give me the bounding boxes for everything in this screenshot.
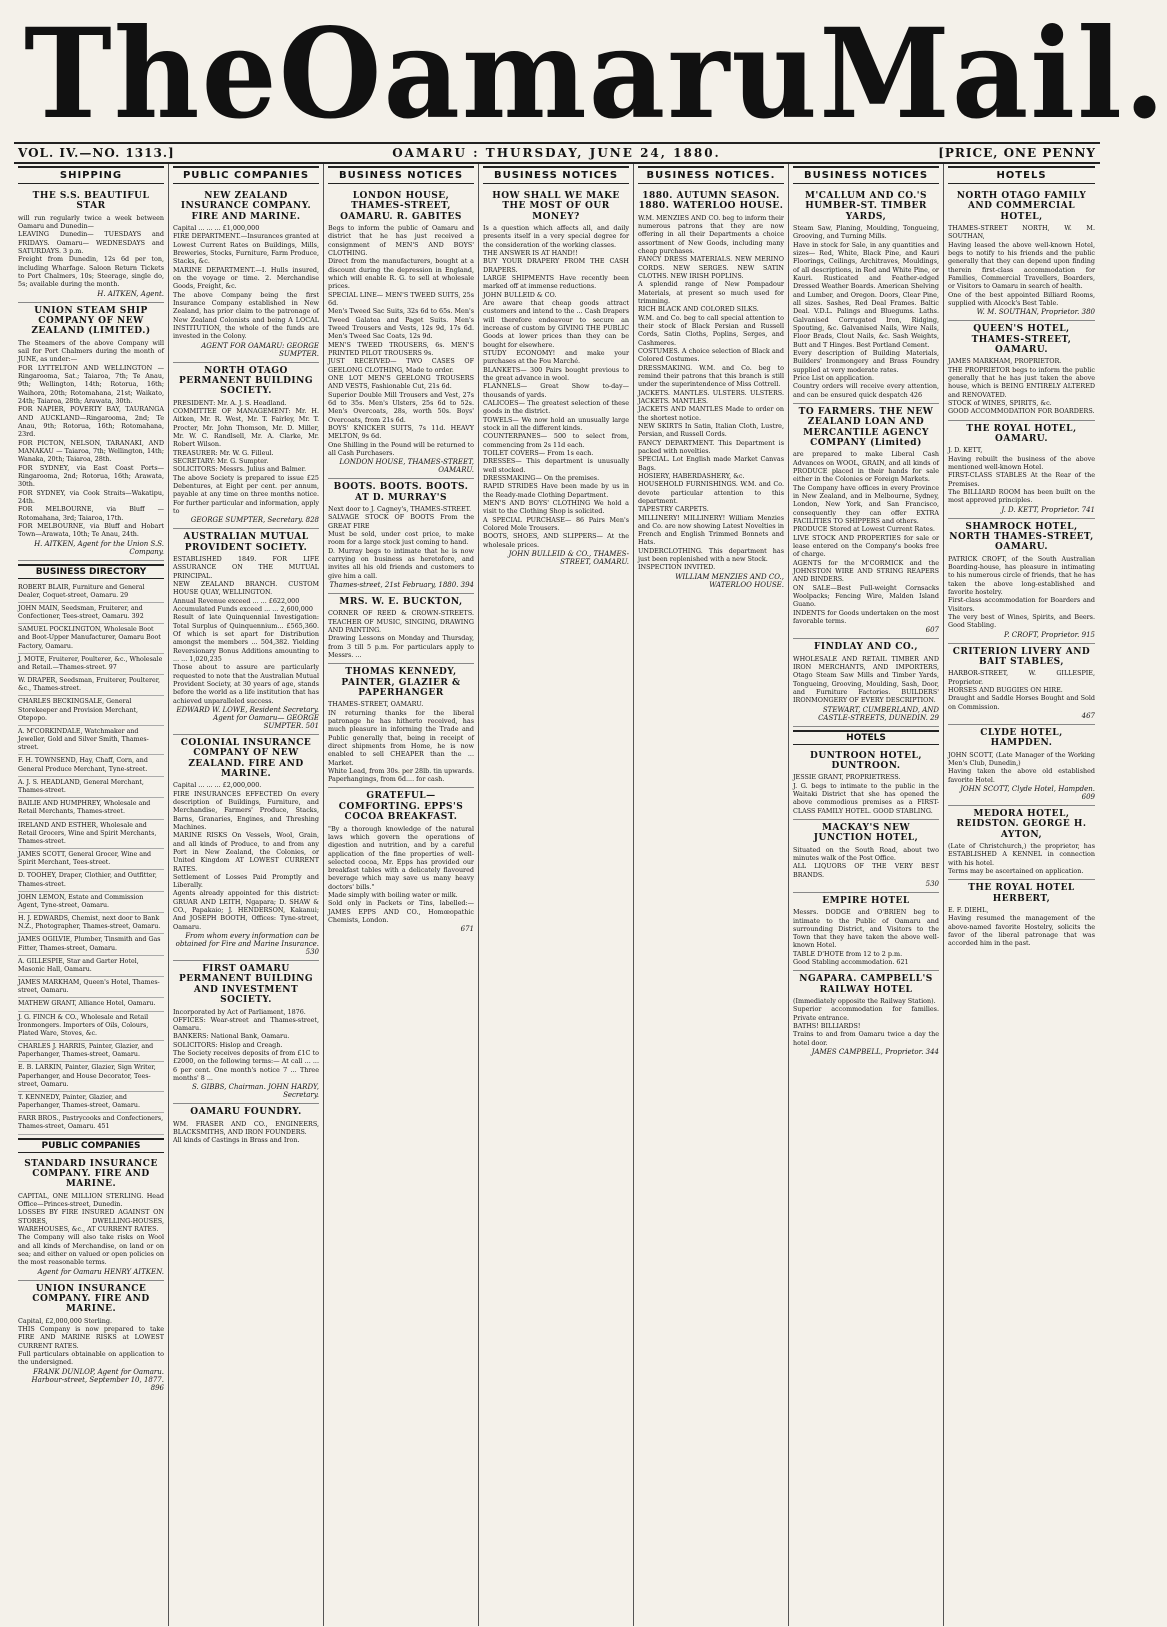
ad-heading: BOOTS. BOOTS. BOOTS. AT D. MURRAY'S <box>333 482 469 503</box>
ad-signature: Thames-street, 21st February, 1880. 394 <box>329 580 474 589</box>
advertisement <box>173 363 319 530</box>
ad-heading: UNION INSURANCE COMPANY. FIRE AND MARINE. <box>32 1283 150 1315</box>
ad-signature: Agent for Oamaru HENRY AITKEN. <box>37 1267 164 1276</box>
ad-heading: COLONIAL INSURANCE COMPANY OF NEW ZEALAND. FIRE AND MARINE. <box>180 737 312 779</box>
directory-entry: A. M'CORKINDALE, Watchmaker and Jeweller, Gold and Silver Smith, Thames-street. <box>18 726 164 756</box>
directory-entry: JOHN MAIN, Seedsman, Fruiterer, and Confectioner, Tees-street, Oamaru. 392 <box>18 603 164 624</box>
ad-heading: AUSTRALIAN MUTUAL PROVIDENT SOCIETY. <box>183 532 309 553</box>
ad-body: are prepared to make Liberal Cash Advances on WOOL, GRAIN, and all kinds of PRODUCE placed in their hands for sale either in the Colonies or Foreign Markets. The Company have offices in every Province in New Zealand, and in Melbourne, Sydney, London, New York, and San Francisco, consequently they can offer EXTRA FACILITIES TO SHIPPERS and others. PRODUCE Stored at Lowest Current Rates. LIVE STOCK AND PROPERTIES for sale or lease entered on the Company's books free of charge. AGENTS for the M'CORMICK and the JOHNSTON WIRE AND STRING REAPERS AND BINDERS. ON SALE—Best Full-weight Cornsacks Woolpacks; Fencing Wire, Malden Island Guano. INDENTS for Goods undertaken on the most favorable terms. <box>793 450 939 625</box>
section-heading: BUSINESS DIRECTORY <box>18 564 164 579</box>
ad-signature: STEWART, CUMBERLAND, AND CASTLE-STREETS, DUNEDIN. 29 <box>818 705 939 722</box>
advertisement <box>793 639 939 726</box>
ad-signature: FRANK DUNLOP, Agent for Oamaru. Harbour-street, September 10, 1877. 896 <box>31 1367 164 1392</box>
masthead-word-2: Oamaru <box>278 0 820 147</box>
advertisement <box>793 188 939 404</box>
column-heading: BUSINESS NOTICES. <box>638 166 784 184</box>
directory-entry: JAMES MARKHAM, Queen's Hotel, Thames-street, Oamaru. <box>18 977 164 998</box>
ad-body: Messrs. DODGE and O'BRIEN beg to intimate to the Public of Oamaru and surrounding District, and Visitors to the Town that they have taken the above well-known Hotel. TABLE D'HOTE from 12 to 2 p.m. Good Stabling accommodation. 621 <box>793 908 939 967</box>
advertisement <box>173 735 319 961</box>
advertisement <box>328 664 474 788</box>
ad-heading: NORTH OTAGO FAMILY AND COMMERCIAL HOTEL, <box>956 191 1087 222</box>
ad-heading: UNION STEAM SHIP COMPANY OF NEW ZEALAND (LIMITED.) <box>31 305 151 337</box>
directory-entry: H. J. EDWARDS, Chemist, next door to Bank N.Z., Photographer, Thames-street, Oamaru. <box>18 913 164 934</box>
advertisement <box>948 725 1095 806</box>
volume-number: VOL. IV.—NO. 1313.] <box>18 146 175 160</box>
directory-entry: J. MOTE, Fruiterer, Poulterer, &c., Wholesale and Retail.—Thames-street. 97 <box>18 654 164 675</box>
column-heading: SHIPPING <box>18 166 164 184</box>
directory-entry: CHARLES J. HARRIS, Painter, Glazier, and Paperhanger, Thames-street, Oamaru. <box>18 1041 164 1062</box>
ad-heading: THE ROYAL HOTEL HERBERT, <box>968 883 1075 904</box>
ad-heading: MACKAY'S NEW JUNCTION HOTEL, <box>813 822 919 844</box>
advertisement <box>793 820 939 893</box>
issue-date: OAMARU : THURSDAY, JUNE 24, 1880. <box>392 146 721 160</box>
directory-entry: W. DRAPER, Seedsman, Fruiterer, Poulterer, &c., Thames-street. <box>18 675 164 696</box>
directory-entry: T. KENNEDY, Painter, Glazier, and Paperhanger, Thames-street, Oamaru. <box>18 1092 164 1113</box>
column-heading: PUBLIC COMPANIES <box>173 166 319 184</box>
directory-entry: D. TOOHEY, Draper, Clothier, and Outfitter, Thames-street. <box>18 870 164 891</box>
ad-body: JOHN SCOTT, (Late Manager of the Working Men's Club, Dunedin,) Having taken the above old established favorite Hotel. <box>948 750 1095 784</box>
advertisement <box>793 748 939 820</box>
advertisement <box>793 893 939 972</box>
ad-body: HARBOR-STREET, W. GILLESPIE, Proprietor. HORSES AND BUGGIES ON HIRE. Draught and Saddle Horses Bought and Sold on Commission. <box>948 669 1095 711</box>
ad-body: The Steamers of the above Company will sail for Port Chalmers during the month of JUNE, as under:— FOR LYTTELTON AND WELLINGTON —Ringarooma, Sat.; Taiaroa, 7th; Te Anau, 9th; Wellington, 14th; Rotorua, 16th; Waihora, 20th; Rotomahana, 21st; Waikato, 24th; Taiaroa, 28th; Arawata, 30th. FOR NAPIER, POVERTY BAY, TAURANGA AND AUCKLAND—Ringarooma, 2nd; Te Anau, 9th; Rotorua, 16th; Rotomahana, 23rd. FOR PICTON, NELSON, TARANAKI, AND MANAKAU — Taiaroa, 7th; Wellington, 14th; Wanaka, 20th; Taiaroa, 28th. FOR SYDNEY, via East Coast Ports—Ringarooma, 2nd; Rotorua, 16th; Arawata, 30th. FOR SYDNEY, via Cook Straits—Wakatipu, 24th. FOR MELBOURNE, via Bluff — Rotomahana, 3rd; Taiaroa, 17th. FOR MELBOURNE, via Bluff and Hobart Town—Arawata, 10th; Te Anau, 24th. <box>18 338 164 539</box>
column-3 <box>324 164 479 1626</box>
advertisement <box>173 188 319 363</box>
advertisement <box>18 1156 164 1281</box>
masthead-word-3: Mail. <box>819 0 1167 147</box>
ad-signature: JOHN BULLEID & CO., THAMES-STREET, OAMARU. <box>508 549 629 566</box>
ad-heading: CRITERION LIVERY AND BAIT STABLES, <box>952 646 1091 667</box>
ad-signature: AGENT FOR OAMARU: GEORGE SUMPTER. <box>201 341 319 358</box>
ad-body: PRESIDENT: Mr. A. J. S. Headland. COMMITTEE OF MANAGEMENT: Mr. H. Aitken, Mr. R. West, Mr. T. Fairley, Mr. T. Procter, Mr. John Thomson, Mr. D. Miller, Mr. W. C. Randlsell, Mr. A. Clarke, Mr. Robert Wilson. TREASURER: Mr. W. G. Filleul. SECRETARY: Mr. G. Sumpter. SOLICITORS: Messrs. Julius and Balmer. The above Society is prepared to issue £25 Debentures, at Eight per cent. per annum, payable at any time on three months notice. For further particular and information, apply to <box>173 398 319 515</box>
ad-heading: STANDARD INSURANCE COMPANY. FIRE AND MARINE. <box>24 1158 158 1190</box>
ad-body: PATRICK CROFT, of the South Australian Boarding-house, has pleasure in intimating to his numerous circle of friends, that he has taken the above long-established and favorite hostelry. First-class accommodation for Boarders and Visitors. The very best of Wines, Spirits, and Beers. Good Stabling. <box>948 554 1095 630</box>
ad-heading: SHAMROCK HOTEL, NORTH THAMES-STREET, OAMARU. <box>949 521 1094 553</box>
directory-entry: ROBERT BLAIR, Furniture and General Dealer, Coquet-street, Oamaru. 29 <box>18 582 164 603</box>
directory-entry: J. G. FINCH & CO., Wholesale and Retail Ironmongers. Importers of Oils, Colours, Plated Ware, Stoves, &c. <box>18 1012 164 1042</box>
ad-body: Next door to J. Cagney's, THAMES-STREET. SALVAGE STOCK OF BOOTS From the GREAT FIRE Must be sold, under cost price, to make room for a large stock just coming to hand. D. Murray begs to intimate that he is now carrying on business as heretofore, and invites all his old friends and customers to give him a call. <box>328 504 474 580</box>
ad-heading: EMPIRE HOTEL <box>822 895 910 906</box>
column-heading: BUSINESS NOTICES <box>483 166 629 184</box>
ad-signature: JOHN SCOTT, Clyde Hotel, Hampden. 609 <box>960 784 1095 801</box>
ad-body: Is a question which affects all, and daily presents itself in a very special degree for the consideration of the working classes. THE ANSWER IS AT HAND!! BUY YOUR DRAPERY FROM THE CASH DRAPERS. LARGE SHIPMENTS Have recently been marked off at immense reductions. JOHN BULLEID & CO. Are aware that cheap goods attract customers and intend to the ... Cash Drapers will therefore endeavour to secure an increase of custom by GIVING THE PUBLIC Goods at lower prices than they can be bought for elsewhere. STUDY ECONOMY! and make your purchases at the Fou Marché. BLANKETS— 300 Pairs bought previous to the great advance in wool. FLANNELS— Great Show to-day—thousands of yards. CALICOES— The greatest selection of these goods in the district. TOWELS— We now hold an unusually large stock in all the different kinds. COUNTERPANES— 500 to select from, commencing from 2s 11d each. TOILET COVERS— From 1s each. DRESSES— This department is unusually well stocked. DRESSMAKING— On the premises. RAPID STRIDES Have been made by us in the Ready-made Clothing Department. MEN'S AND BOYS' CLOTHING We hold a visit to the Clothing Shop is solicited. A SPECIAL PURCHASE— 86 Pairs Men's Colored Mole Trousers. BOOTS, SHOES, AND SLIPPERS— At the wholesale prices. <box>483 224 629 549</box>
ad-heading: THOMAS KENNEDY, PAINTER, GLAZIER & PAPERHANGER <box>341 667 461 698</box>
ad-signature: 467 <box>1081 711 1095 720</box>
advertisement <box>328 188 474 479</box>
ad-body: THAMES-STREET NORTH, W. M. SOUTHAN, Having leased the above well-known Hotel, begs to notify to his friends and the public generally that they can depend upon finding therein first-class accommodation for Families, Commercial Travellers, Boarders, or Visitors to Oamaru in search of health. One of the best appointed Billiard Rooms, supplied with Alcock's Best Table. <box>948 224 1095 307</box>
column-1 <box>14 164 169 1626</box>
ad-heading: NORTH OTAGO PERMANENT BUILDING SOCIETY. <box>178 365 314 397</box>
directory-entry: FARR BROS., Pastrycooks and Confectioners, Thames-street, Oamaru. 451 <box>18 1113 164 1134</box>
ad-heading: FINDLAY AND CO., <box>814 642 918 653</box>
column-heading: BUSINESS NOTICES <box>793 166 939 184</box>
ad-signature: GEORGE SUMPTER, Secretary. 828 <box>190 516 319 525</box>
ad-heading: NEW ZEALAND INSURANCE COMPANY. FIRE AND MARINE. <box>180 191 312 222</box>
section-heading: PUBLIC COMPANIES <box>18 1138 164 1153</box>
column-4 <box>479 164 634 1626</box>
advertisement <box>948 321 1095 420</box>
advertisement <box>638 188 784 593</box>
ad-body: CAPITAL, ONE MILLION STERLING. Head Office—Princes-street, Dunedin. LOSSES BY FIRE INSURED AGAINST ON STORES, DWELLING-HOUSES, WAREHOUSES, &c., AT CURRENT RATES. The Company will also take risks on Wool and all kinds of Merchandise, on land or on sea; and either on valued or open policies on the most reasonable terms. <box>18 1191 164 1267</box>
advertisement <box>328 788 474 937</box>
directory-entry: F. H. TOWNSEND, Hay, Chaff, Corn, and General Produce Merchant, Tyne-street. <box>18 755 164 776</box>
ad-signature: J. D. KETT, Proprietor. 741 <box>1001 505 1095 514</box>
ad-body: Begs to inform the public of Oamaru and district that he has just received a consignment of MEN'S AND BOYS' CLOTHING. Direct from the manufacturers, bought at a discount during the depression in England, which will enable R. G. to sell at wholesale prices. SPECIAL LINE— MEN'S TWEED SUITS, 25s 6d. Men's Tweed Sac Suits, 32s 6d to 65s. Men's Tweed Galatea and Paget Suits. Men's Tweed Trousers and Vests, 12s 9d, 17s 6d. Men's Tweed Sac Coats, 12s 9d. MEN'S TWEED TROUSERS, 6s. MEN'S PRINTED PILOT TROUSERS 9s. JUST RECEIVED— TWO CASES OF GEELONG CLOTHING, Made to order. ONE LOT MEN'S GEELONG TROUSERS AND VESTS, Fashionable Cut, 21s 6d. Superior Double Mill Trousers and Vest, 27s 6d to 35s. Men's Ulsters, 25s 6d to 52s. Men's Overcoats, 28s, worth 50s. Boys' Overcoats, from 21s 6d. BOYS' KNICKER SUITS, 7s 11d. HEAVY MELTON, 9s 6d. One Shilling in the Pound will be returned to all Cash Purchasers. <box>328 224 474 457</box>
directory-entry: SAMUEL POCKLINGTON, Wholesale Boot and Boot-Upper Manufacturer, Oamaru Boot Factory, Oamaru. <box>18 624 164 654</box>
ad-heading: OAMARU FOUNDRY. <box>190 1107 302 1118</box>
ad-signature: LONDON HOUSE, THAMES-STREET, OAMARU. <box>339 458 474 475</box>
ad-heading: TO FARMERS. THE NEW ZEALAND LOAN AND MERCANTILE AGENCY COMPANY (Limited) <box>798 406 934 448</box>
directory-entry: A. GILLESPIE, Star and Garter Hotel, Masonic Hall, Oamaru. <box>18 956 164 977</box>
advertisement <box>948 880 1095 951</box>
masthead-word-1: The <box>24 0 279 147</box>
directory-entry: E. B. LARKIN, Painter, Glazier, Sign Writer, Paperhanger, and House Decorator, Tees-street, Oamaru. <box>18 1062 164 1092</box>
ad-body: THAMES-STREET, OAMARU. IN returning thanks for the liberal patronage he has hitherto received, has much pleasure in informing the Trade and Public generally that, being in receipt of direct shipments from Home, he is now enabled to sell CHEAPER than the ... Market. White Lead, from 30s. per 28lb. tin upwards. Paperhangings, from 6d.... for cash. <box>328 700 474 784</box>
ad-body: Capital ... ... ... £2,000,000. FIRE INSURANCES EFFECTED On every description of Buildings, Furniture, and Merchandise, Farmers' Produce, Stacks, Barns, Granaries, Engines, and Threshing Machines. MARINE RISKS On Vessels, Wool, Grain, and all kinds of Produce, to and from any Port in New Zealand, the Colonies, or United Kingdom AT LOWEST CURRENT RATES. Settlement of Losses Paid Promptly and Liberally. Agents already appointed for this district: GRUAR AND LEITH, Ngapara; D. SHAW & CO., Papakaio; J. HENDERSON, Kakanui; And JOSEPH BOOTH, Offices: Tyne-street, Oamaru. <box>173 781 319 931</box>
directory-entry: BAILIE AND HUMPHREY, Wholesale and Retail Merchants, Thames-street. <box>18 798 164 819</box>
ad-heading: 1880. AUTUMN SEASON. 1880. WATERLOO HOUSE. <box>638 191 784 212</box>
directory-entry: JAMES OGILVIE, Plumber, Tinsmith and Gas Fitter, Thames-street, Oamaru. <box>18 934 164 955</box>
advertisement <box>948 806 1095 880</box>
ad-body: W.M. MENZIES AND CO. beg to inform their numerous patrons that they are now offering in all their Departments a choice assortment of New Goods, including many cheap purchases. FANCY DRESS MATERIALS. NEW MERINO CORDS. NEW SERGES. NEW SATIN CLOTHS. NEW IRISH POPLINS. A splendid range of New Pompadour Materials, at present so much used for trimming. RICH BLACK AND COLORED SILKS. W.M. and Co. beg to call special attention to their stock of Black Persian and Russell Cords, Satin Cloths, Poplins, Serges, and Cashmeres. COSTUMES. A choice selection of Black and Colored Costumes. DRESSMAKING. W.M. and Co. beg to remind their patrons that this branch is still under the superintendence of Miss Cottrell. JACKETS. MANTLES. ULSTERS. ULSTERS. JACKETS. MANTLES. JACKETS AND MANTLES Made to order on the shortest notice. NEW SKIRTS In Satin, Italian Cloth, Lustre, Persian, and Russell Cords. FANCY DEPARTMENT. This Department is packed with novelties. SPECIAL. Lot English made Market Canvas Bags. HOSIERY, HABERDASHERY, &c. HOUSEHOLD FURNISHINGS. W.M. and Co. devote particular attention to this department. TAPESTRY CARPETS. MILLINERY! MILLINERY! William Menzies and Co. are now showing Latest Novelties in French and English Trimmed Bonnets and Hats. UNDERCLOTHING. This department has just been replenished with a new Stock. INSPECTION INVITED. <box>638 213 784 572</box>
advertisement <box>18 188 164 303</box>
column-5 <box>634 164 789 1626</box>
ad-body: will run regularly twice a week between Oamaru and Dunedin— LEAVING Dunedin— TUESDAYS and FRIDAYS. Oamaru— WEDNESDAYS and SATURDAYS. 3 p.m. Freight from Dunedin, 12s 6d per ton, including Wharfage. Saloon Return Tickets to Port Chalmers, 10s; Steerage, single do, 5s; available during the month. <box>18 213 164 289</box>
column-heading: BUSINESS NOTICES <box>328 166 474 184</box>
price: [PRICE, ONE PENNY <box>938 146 1096 160</box>
ad-heading: THE S.S. BEAUTIFUL STAR <box>32 191 150 212</box>
ad-signature: 607 <box>925 626 939 635</box>
ad-signature: 530 <box>925 879 939 888</box>
ad-heading: CLYDE HOTEL, HAMPDEN. <box>980 727 1063 749</box>
ad-heading: THE ROYAL HOTEL, OAMARU. <box>966 423 1077 444</box>
advertisement <box>328 479 474 594</box>
ad-body: Capital, £2,000,000 Sterling. THIS Company is now prepared to take FIRE AND MARINE RISKS at LOWEST CURRENT RATES. Full particulars obtainable on application to the undersigned. <box>18 1316 164 1367</box>
ad-signature: From whom every information can be obtained for Fire and Marine Insurance. 530 <box>175 932 319 957</box>
advertisement <box>328 594 474 664</box>
ad-heading: HOW SHALL WE MAKE THE MOST OF OUR MONEY? <box>492 191 620 222</box>
directory-entry: JOHN LEMON, Estate and Commission Agent, Tyne-street, Oamaru. <box>18 892 164 913</box>
advertisement <box>948 421 1095 519</box>
ad-signature: WILLIAM MENZIES AND CO., WATERLOO HOUSE. <box>675 572 784 589</box>
ad-heading: QUEEN'S HOTEL, THAMES-STREET, OAMARU. <box>971 324 1072 355</box>
advertisement <box>173 961 319 1104</box>
advertisement <box>793 404 939 639</box>
ad-signature: EDWARD W. LOWE, Resident Secretary. Agent for Oamaru— GEORGE SUMPTER. 501 <box>176 705 319 730</box>
ad-body: E. F. DIEHL, Having resumed the management of the above-named favorite Hostelry, solicits the favor of the liberal patronage that was accorded him in the past. <box>948 905 1095 948</box>
ad-body: Incorporated by Act of Parliament, 1876. OFFICES: Wear-street and Thames-street, Oamaru. BANKERS: National Bank, Oamaru. SOLICITORS: Hislop and Creagh. The Society receives deposits of from £1C to £2000, on the following terms:— At call ... ... 6 per cent. One month's notice 7 ... Three months' 8 ... <box>173 1007 319 1083</box>
ad-signature: S. GIBBS, Chairman. JOHN HARDY, Secretary. <box>191 1083 319 1100</box>
ad-body: WHOLESALE AND RETAIL TIMBER AND IRON MERCHANTS, AND IMPORTERS, Otago Steam Saw Mills and Timber Yards, Tongueing, Grooving, Moulding, Sash, Door, and Furniture Factories. BUILDERS' IRONMONGERY OF EVERY DESCRIPTION. <box>793 654 939 705</box>
advertisement <box>173 1104 319 1148</box>
column-7 <box>944 164 1099 1626</box>
ad-body: ESTABLISHED 1849. FOR LIFE ASSURANCE ON THE MUTUAL PRINCIPAL. NEW ZEALAND BRANCH. CUSTOM HOUSE QUAY, WELLINGTON. Annual Revenue exceed ... ... £622,000 Accumulated Funds exceed ... ... 2,600,000 Result of late Quinquennial Investigation: Total Surplus of Quinquennium... £565,360. Of which is set apart for Distribution amongst the members ... 504,382. Yielding Reversionary Bonus Additions amounting to ... ... 1,020,235 Those about to assure are particularly requested to note that the Australian Mutual Provident Society, at 30 years of age, stands before the world as a life institution that has achieved unparalleled success. <box>173 554 319 705</box>
section-heading: HOTELS <box>793 730 939 745</box>
ad-heading: FIRST OAMARU PERMANENT BUILDING AND INVESTMENT SOCIETY. <box>178 964 314 1006</box>
advertisement <box>483 188 629 570</box>
ad-signature: H. AITKEN, Agent for the Union S.S. Company. <box>34 539 164 556</box>
ad-body: WM. FRASER AND CO., ENGINEERS, BLACKSMITHS, AND IRON FOUNDERS. All kinds of Castings in Brass and Iron. <box>173 1119 319 1145</box>
ad-heading: MEDORA HOTEL, REIDSTON. GEORGE H. AYTON, <box>956 808 1087 840</box>
directory-entry: IRELAND AND ESTHER, Wholesale and Retail Grocers, Wine and Spirit Merchants, Thames-street. <box>18 820 164 850</box>
masthead <box>14 0 1167 147</box>
ad-body: Steam Saw, Planing, Moulding, Tongueing, Grooving, and Turning Mills. Have in stock for Sale, in any quantities and sizes— Red, White, Black Pine, and Kauri Floorings, Ceilings, Architraves, Mouldings, of all descriptions, in Red and White Pine, or Kauri. Rusticated and Feather-edged Dressed Weather Boards. American Shelving and Lumber, and Oregon. Doors, Clear Pine, all sizes. Sashes, Red Deal Frames. Baltic Deal. V.D.L. Palings and Bluegums. Laths. Galvanised Corrugated Iron, Ridging, Spouting, &c. Galvanised Nails, Wire Nails, Floor Brads, Clout Nails, &c. Sash Weights, Butt and T Hinges. Best Portland Cement. Every description of Building Materials, Builders' Ironmongery and Brass Foundry supplied at very moderate rates. Price List on application. Country orders will receive every attention, and can be ensured quick despatch 426 <box>793 224 939 399</box>
directory-entry: JAMES SCOTT, General Grocer, Wine and Spirit Merchant, Tees-street. <box>18 849 164 870</box>
column-heading: HOTELS <box>948 166 1095 184</box>
ad-body: Capital ... ... ... £1,000,000 FIRE DEPARTMENT.—Insurances granted at Lowest Current Rates on Buildings, Mills, Breweries, Stocks, Furniture, Farm Produce, Stacks, &c. MARINE DEPARTMENT.—I. Hulls insured, on the voyage or time. 2. Merchandise Goods, Freight, &c. The above Company being the first Insurance Company established in New Zealand, has prior claim to the patronage of New Zealand Colonists and being A LOCAL INSTITUTION, the whole of the funds are invested in the Colony. <box>173 224 319 341</box>
directory-entry: CHARLES BECKINGSALE, General Storekeeper and Provision Merchant, Otepopo. <box>18 696 164 726</box>
ad-signature: JAMES CAMPBELL, Proprietor. 344 <box>811 1048 939 1057</box>
ad-heading: M'CALLUM AND CO.'S HUMBER-ST. TIMBER YARDS, <box>805 191 927 222</box>
ad-body: (Immediately opposite the Railway Station). Superior accommodation for families. Private entrance. BATHS! BILLIARDS! Trains to and from Oamaru twice a day the hotel door. <box>793 997 939 1047</box>
ad-signature: H. AITKEN, Agent. <box>97 289 164 298</box>
columns <box>14 164 1100 1626</box>
advertisement <box>173 529 319 735</box>
column-6 <box>789 164 944 1626</box>
ad-body: "By a thorough knowledge of the natural laws which govern the operations of digestion and nutrition, and by a careful application of the fine properties of well-selected cocoa, Mr. Epps has provided our breakfast tables with a delicately flavoured beverage which may save us many heavy doctors' bills." Made simply with boiling water or milk. Sold only in Packets or Tins, labelled:— JAMES EPPS AND CO., Homœopathic Chemists, London. <box>328 824 474 925</box>
column-2 <box>169 164 324 1626</box>
ad-heading: MRS. W. E. BUCKTON, <box>339 596 463 607</box>
ad-body: (Late of Christchurch,) the proprietor, has ESTABLISHED A KENNEL in connection with his hotel. Terms may be ascertained on application. <box>948 841 1095 875</box>
ad-heading: GRATEFUL—COMFORTING. EPPS'S COCOA BREAKFAST. <box>338 791 464 823</box>
directory-entry: A. J. S. HEADLAND, General Merchant, Thames-street. <box>18 777 164 798</box>
ad-signature: P. CROFT, Proprietor. 915 <box>1004 630 1095 639</box>
ad-body: Situated on the South Road, about two minutes walk of the Post Office. ALL LIQUORS OF THE VERY BEST BRANDS. <box>793 845 939 879</box>
ad-body: J. D. KETT, Having rebuilt the business of the above mentioned well-known Hotel. FIRST-CLASS STABLES At the Rear of the Premises. The BILLIARD ROOM has been built on the most approved principles. <box>948 446 1095 505</box>
ad-body: CORNER OF REED & CROWN-STREETS. TEACHER OF MUSIC, SINGING, DRAWING AND PAINTING. Drawing Lessons on Monday and Thursday, from 3 till 5 p.m. For particulars apply to Messrs. ... <box>328 609 474 659</box>
ad-signature: 671 <box>460 925 474 934</box>
advertisement <box>18 303 164 561</box>
ad-body: JESSIE GRANT, PROPRIETRESS. J. G. begs to intimate to the public in the Waitaki District that she has opened the above commodious premises as a FIRST-CLASS FAMILY HOTEL. GOOD STABLING. <box>793 773 939 815</box>
ad-heading: LONDON HOUSE, THAMES-STREET, OAMARU. R. GABITES <box>340 191 462 222</box>
advertisement <box>948 188 1095 321</box>
ad-signature: W. M. SOUTHAN, Proprietor. 380 <box>976 308 1095 317</box>
advertisement <box>948 644 1095 725</box>
advertisement <box>793 971 939 1060</box>
ad-heading: DUNTROON HOTEL, DUNTROON. <box>810 750 922 771</box>
advertisement <box>18 1281 164 1396</box>
ad-heading: NGAPARA. CAMPBELL'S RAILWAY HOTEL <box>799 974 933 995</box>
advertisement <box>948 519 1095 644</box>
directory-entry: MATHEW GRANT, Alliance Hotel, Oamaru. <box>18 998 164 1011</box>
ad-body: JAMES MARKHAM, PROPRIETOR. THE PROPRIETOR begs to inform the public generally that he has just taken the above house, which is BEING ENTIRELY ALTERED and RENOVATED. STOCK of WINES, SPIRITS, &c. GOOD ACCOMMODATION FOR BOARDERS. <box>948 357 1095 416</box>
